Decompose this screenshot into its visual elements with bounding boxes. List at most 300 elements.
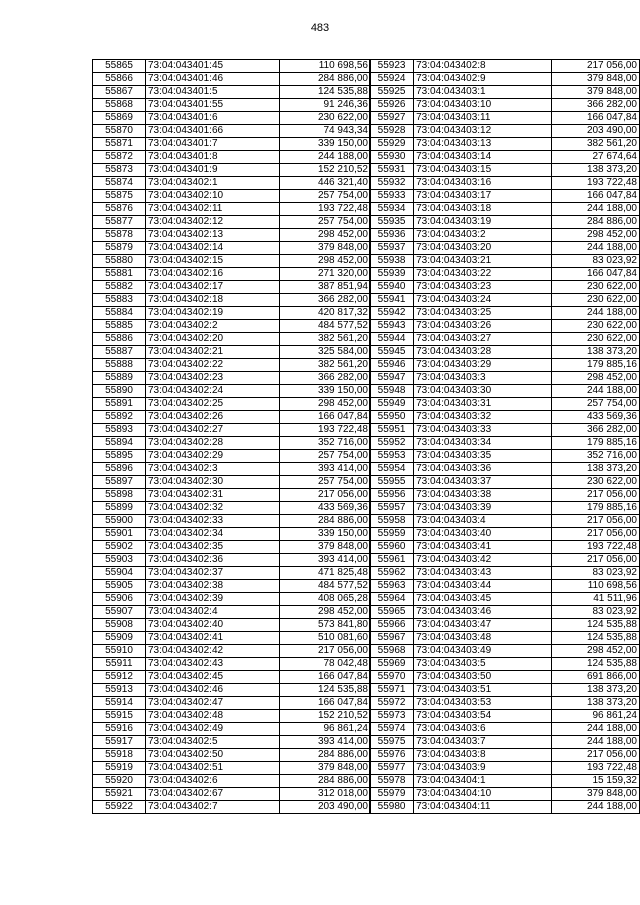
table-row <box>93 359 371 372</box>
cadastral-number-cell: 73:04:043403:18 <box>414 203 551 216</box>
value-cell: 230 622,00 <box>551 333 639 346</box>
cadastral-number-cell: 73:04:043401:45 <box>146 60 280 73</box>
row-number-cell: 55893 <box>93 424 146 437</box>
row-number-cell: 55979 <box>370 788 414 801</box>
cadastral-number-cell: 73:04:043402:3 <box>146 463 280 476</box>
value-cell: 152 210,52 <box>280 164 371 177</box>
row-number-cell: 55868 <box>93 99 146 112</box>
row-number-cell: 55915 <box>93 710 146 723</box>
table-row <box>370 528 640 541</box>
table-row <box>370 489 640 502</box>
row-number-cell: 55914 <box>93 697 146 710</box>
cadastral-number-cell: 73:04:043403:24 <box>414 294 551 307</box>
value-cell: 257 754,00 <box>280 450 371 463</box>
row-number-cell: 55869 <box>93 112 146 125</box>
table-row <box>370 515 640 528</box>
cadastral-number-cell: 73:04:043403:43 <box>414 567 551 580</box>
value-cell: 217 056,00 <box>551 60 639 73</box>
cadastral-number-cell: 73:04:043403:10 <box>414 99 551 112</box>
value-cell: 83 023,92 <box>551 567 639 580</box>
row-number-cell: 55973 <box>370 710 414 723</box>
table-row <box>93 86 371 99</box>
value-cell: 83 023,92 <box>551 255 639 268</box>
value-cell: 298 452,00 <box>280 398 371 411</box>
cadastral-number-cell: 73:04:043403:3 <box>414 372 551 385</box>
row-number-cell: 55896 <box>93 463 146 476</box>
value-cell: 244 188,00 <box>551 385 639 398</box>
cadastral-number-cell: 73:04:043401:8 <box>146 151 280 164</box>
row-number-cell: 55920 <box>93 775 146 788</box>
table-row <box>370 164 640 177</box>
table-row <box>370 138 640 151</box>
cadastral-number-cell: 73:04:043403:41 <box>414 541 551 554</box>
cadastral-number-cell: 73:04:043403:4 <box>414 515 551 528</box>
value-cell: 166 047,84 <box>280 411 371 424</box>
cadastral-number-cell: 73:04:043403:35 <box>414 450 551 463</box>
row-number-cell: 55894 <box>93 437 146 450</box>
table-row <box>370 281 640 294</box>
table-row <box>93 489 371 502</box>
value-cell: 382 561,20 <box>551 138 639 151</box>
table-row <box>93 450 371 463</box>
value-cell: 15 159,32 <box>551 775 639 788</box>
value-cell: 41 511,96 <box>551 593 639 606</box>
row-number-cell: 55883 <box>93 294 146 307</box>
table-row <box>370 437 640 450</box>
value-cell: 193 722,48 <box>280 424 371 437</box>
row-number-cell: 55912 <box>93 671 146 684</box>
cadastral-number-cell: 73:04:043402:20 <box>146 333 280 346</box>
value-cell: 393 414,00 <box>280 554 371 567</box>
value-cell: 257 754,00 <box>280 476 371 489</box>
cadastral-number-cell: 73:04:043402:40 <box>146 619 280 632</box>
cadastral-number-cell: 73:04:043402:48 <box>146 710 280 723</box>
table-row <box>370 788 640 801</box>
value-cell: 124 535,88 <box>280 86 371 99</box>
value-cell: 124 535,88 <box>551 619 639 632</box>
row-number-cell: 55954 <box>370 463 414 476</box>
table-row <box>93 788 371 801</box>
row-number-cell: 55962 <box>370 567 414 580</box>
row-number-cell: 55942 <box>370 307 414 320</box>
table-row <box>93 632 371 645</box>
cadastral-number-cell: 73:04:043403:53 <box>414 697 551 710</box>
table-row <box>370 255 640 268</box>
value-cell: 284 886,00 <box>280 515 371 528</box>
row-number-cell: 55918 <box>93 749 146 762</box>
row-number-cell: 55944 <box>370 333 414 346</box>
table-row <box>370 593 640 606</box>
cadastral-number-cell: 73:04:043403:19 <box>414 216 551 229</box>
row-number-cell: 55969 <box>370 658 414 671</box>
table-row <box>93 294 371 307</box>
table-row <box>370 619 640 632</box>
row-number-cell: 55916 <box>93 723 146 736</box>
row-number-cell: 55932 <box>370 177 414 190</box>
row-number-cell: 55921 <box>93 788 146 801</box>
value-cell: 379 848,00 <box>551 788 639 801</box>
table-row <box>370 190 640 203</box>
row-number-cell: 55978 <box>370 775 414 788</box>
cadastral-number-cell: 73:04:043402:17 <box>146 281 280 294</box>
cadastral-number-cell: 73:04:043403:33 <box>414 424 551 437</box>
cadastral-number-cell: 73:04:043402:46 <box>146 684 280 697</box>
value-cell: 420 817,32 <box>280 307 371 320</box>
table-row <box>370 203 640 216</box>
cadastral-number-cell: 73:04:043402:22 <box>146 359 280 372</box>
table-row <box>370 684 640 697</box>
cadastral-number-cell: 73:04:043403:21 <box>414 255 551 268</box>
table-row <box>93 281 371 294</box>
cadastral-number-cell: 73:04:043401:7 <box>146 138 280 151</box>
row-number-cell: 55913 <box>93 684 146 697</box>
cadastral-number-cell: 73:04:043401:5 <box>146 86 280 99</box>
cadastral-number-cell: 73:04:043402:14 <box>146 242 280 255</box>
table-row <box>93 710 371 723</box>
table-row <box>370 476 640 489</box>
table-row <box>93 177 371 190</box>
cadastral-number-cell: 73:04:043401:46 <box>146 73 280 86</box>
row-number-cell: 55919 <box>93 762 146 775</box>
row-number-cell: 55917 <box>93 736 146 749</box>
value-cell: 138 373,20 <box>551 164 639 177</box>
table-row <box>370 567 640 580</box>
row-number-cell: 55966 <box>370 619 414 632</box>
row-number-cell: 55911 <box>93 658 146 671</box>
value-cell: 352 716,00 <box>551 450 639 463</box>
value-cell: 244 188,00 <box>551 242 639 255</box>
cadastral-number-cell: 73:04:043402:37 <box>146 567 280 580</box>
value-cell: 284 886,00 <box>280 775 371 788</box>
row-number-cell: 55923 <box>370 60 414 73</box>
value-cell: 257 754,00 <box>551 398 639 411</box>
cadastral-number-cell: 73:04:043402:36 <box>146 554 280 567</box>
row-number-cell: 55909 <box>93 632 146 645</box>
row-number-cell: 55959 <box>370 528 414 541</box>
cadastral-number-cell: 73:04:043403:15 <box>414 164 551 177</box>
cadastral-number-cell: 73:04:043403:27 <box>414 333 551 346</box>
row-number-cell: 55881 <box>93 268 146 281</box>
row-number-cell: 55941 <box>370 294 414 307</box>
table-row <box>370 229 640 242</box>
cadastral-number-cell: 73:04:043402:10 <box>146 190 280 203</box>
table-row <box>370 346 640 359</box>
value-cell: 78 042,48 <box>280 658 371 671</box>
table-row <box>93 99 371 112</box>
cadastral-number-cell: 73:04:043402:19 <box>146 307 280 320</box>
table-row <box>93 736 371 749</box>
value-cell: 284 886,00 <box>280 749 371 762</box>
table-row <box>370 242 640 255</box>
cadastral-number-cell: 73:04:043403:8 <box>414 749 551 762</box>
table-row <box>93 372 371 385</box>
table-row <box>93 112 371 125</box>
cadastral-number-cell: 73:04:043403:42 <box>414 554 551 567</box>
row-number-cell: 55929 <box>370 138 414 151</box>
row-number-cell: 55953 <box>370 450 414 463</box>
table-row <box>370 268 640 281</box>
cadastral-number-cell: 73:04:043402:47 <box>146 697 280 710</box>
table-row <box>370 541 640 554</box>
row-number-cell: 55904 <box>93 567 146 580</box>
row-number-cell: 55957 <box>370 502 414 515</box>
cadastral-number-cell: 73:04:043402:30 <box>146 476 280 489</box>
table-row <box>370 307 640 320</box>
table-row <box>370 359 640 372</box>
cadastral-number-cell: 73:04:043402:32 <box>146 502 280 515</box>
cadastral-number-cell: 73:04:043404:1 <box>414 775 551 788</box>
row-number-cell: 55937 <box>370 242 414 255</box>
table-row <box>93 502 371 515</box>
row-number-cell: 55875 <box>93 190 146 203</box>
value-cell: 284 886,00 <box>551 216 639 229</box>
table-row <box>370 671 640 684</box>
row-number-cell: 55902 <box>93 541 146 554</box>
value-cell: 138 373,20 <box>551 697 639 710</box>
table-row <box>93 801 371 814</box>
cadastral-number-cell: 73:04:043403:5 <box>414 658 551 671</box>
cadastral-number-cell: 73:04:043402:23 <box>146 372 280 385</box>
row-number-cell: 55895 <box>93 450 146 463</box>
row-number-cell: 55926 <box>370 99 414 112</box>
value-cell: 366 282,00 <box>551 99 639 112</box>
cadastral-number-cell: 73:04:043402:45 <box>146 671 280 684</box>
table-row <box>93 463 371 476</box>
table-row <box>370 411 640 424</box>
value-cell: 298 452,00 <box>551 372 639 385</box>
value-cell: 27 674,64 <box>551 151 639 164</box>
table-row <box>93 242 371 255</box>
table-row <box>93 125 371 138</box>
value-cell: 166 047,84 <box>551 190 639 203</box>
value-cell: 179 885,16 <box>551 437 639 450</box>
value-cell: 244 188,00 <box>551 203 639 216</box>
value-cell: 339 150,00 <box>280 528 371 541</box>
row-number-cell: 55975 <box>370 736 414 749</box>
row-number-cell: 55901 <box>93 528 146 541</box>
value-cell: 83 023,92 <box>551 606 639 619</box>
cadastral-number-cell: 73:04:043403:50 <box>414 671 551 684</box>
table-row <box>370 502 640 515</box>
table-row <box>93 190 371 203</box>
value-cell: 193 722,48 <box>551 177 639 190</box>
cadastral-number-cell: 73:04:043404:11 <box>414 801 551 814</box>
value-cell: 244 188,00 <box>551 307 639 320</box>
table-row <box>370 424 640 437</box>
cadastral-number-cell: 73:04:043402:4 <box>146 606 280 619</box>
cadastral-number-cell: 73:04:043402:39 <box>146 593 280 606</box>
row-number-cell: 55947 <box>370 372 414 385</box>
table-row <box>370 385 640 398</box>
table-row <box>93 60 371 73</box>
table-row <box>93 762 371 775</box>
cadastral-number-cell: 73:04:043402:7 <box>146 801 280 814</box>
row-number-cell: 55963 <box>370 580 414 593</box>
cadastral-number-cell: 73:04:043403:25 <box>414 307 551 320</box>
cadastral-number-cell: 73:04:043402:8 <box>414 60 551 73</box>
value-cell: 382 561,20 <box>280 333 371 346</box>
table-row <box>370 112 640 125</box>
cadastral-number-cell: 73:04:043403:37 <box>414 476 551 489</box>
row-number-cell: 55976 <box>370 749 414 762</box>
value-cell: 298 452,00 <box>280 255 371 268</box>
table-row <box>370 632 640 645</box>
table-row <box>370 801 640 814</box>
cadastral-number-cell: 73:04:043401:66 <box>146 125 280 138</box>
value-cell: 573 841,80 <box>280 619 371 632</box>
value-cell: 244 188,00 <box>551 723 639 736</box>
table-row <box>370 333 640 346</box>
value-cell: 284 886,00 <box>280 73 371 86</box>
value-cell: 691 866,00 <box>551 671 639 684</box>
row-number-cell: 55898 <box>93 489 146 502</box>
value-cell: 379 848,00 <box>551 86 639 99</box>
row-number-cell: 55873 <box>93 164 146 177</box>
cadastral-number-cell: 73:04:043403:38 <box>414 489 551 502</box>
cadastral-number-cell: 73:04:043403:1 <box>414 86 551 99</box>
table-row <box>370 125 640 138</box>
cadastral-number-cell: 73:04:043403:47 <box>414 619 551 632</box>
value-cell: 203 490,00 <box>551 125 639 138</box>
value-cell: 166 047,84 <box>280 697 371 710</box>
row-number-cell: 55871 <box>93 138 146 151</box>
cadastral-number-cell: 73:04:043402:50 <box>146 749 280 762</box>
page-number: 483 <box>310 22 330 34</box>
value-cell: 193 722,48 <box>551 541 639 554</box>
table-row <box>370 762 640 775</box>
row-number-cell: 55908 <box>93 619 146 632</box>
value-cell: 366 282,00 <box>280 294 371 307</box>
row-number-cell: 55892 <box>93 411 146 424</box>
cadastral-number-cell: 73:04:043402:41 <box>146 632 280 645</box>
cadastral-number-cell: 73:04:043403:14 <box>414 151 551 164</box>
value-cell: 379 848,00 <box>280 762 371 775</box>
value-cell: 230 622,00 <box>551 281 639 294</box>
table-row <box>93 619 371 632</box>
value-cell: 244 188,00 <box>551 736 639 749</box>
value-cell: 166 047,84 <box>551 268 639 281</box>
cadastral-number-cell: 73:04:043402:42 <box>146 645 280 658</box>
row-number-cell: 55933 <box>370 190 414 203</box>
value-cell: 138 373,20 <box>551 463 639 476</box>
row-number-cell: 55955 <box>370 476 414 489</box>
cadastral-number-cell: 73:04:043403:48 <box>414 632 551 645</box>
value-cell: 408 065,28 <box>280 593 371 606</box>
value-cell: 91 246,36 <box>280 99 371 112</box>
cadastral-number-cell: 73:04:043403:30 <box>414 385 551 398</box>
table-row <box>93 580 371 593</box>
table-row <box>370 463 640 476</box>
value-cell: 433 569,36 <box>280 502 371 515</box>
row-number-cell: 55972 <box>370 697 414 710</box>
value-cell: 446 321,40 <box>280 177 371 190</box>
table-row <box>93 567 371 580</box>
cadastral-number-cell: 73:04:043402:25 <box>146 398 280 411</box>
cadastral-number-cell: 73:04:043403:22 <box>414 268 551 281</box>
row-number-cell: 55968 <box>370 645 414 658</box>
table-row <box>370 73 640 86</box>
value-cell: 179 885,16 <box>551 359 639 372</box>
row-number-cell: 55867 <box>93 86 146 99</box>
row-number-cell: 55950 <box>370 411 414 424</box>
table-row <box>93 541 371 554</box>
table-row <box>93 671 371 684</box>
row-number-cell: 55907 <box>93 606 146 619</box>
table-row <box>370 450 640 463</box>
table-row <box>370 645 640 658</box>
table-row <box>370 723 640 736</box>
table-row <box>93 203 371 216</box>
value-cell: 124 535,88 <box>551 632 639 645</box>
value-cell: 484 577,52 <box>280 580 371 593</box>
cadastral-number-cell: 73:04:043402:21 <box>146 346 280 359</box>
row-number-cell: 55899 <box>93 502 146 515</box>
right-data-table <box>369 59 640 814</box>
row-number-cell: 55877 <box>93 216 146 229</box>
row-number-cell: 55939 <box>370 268 414 281</box>
cadastral-number-cell: 73:04:043402:43 <box>146 658 280 671</box>
value-cell: 124 535,88 <box>280 684 371 697</box>
row-number-cell: 55938 <box>370 255 414 268</box>
value-cell: 298 452,00 <box>551 229 639 242</box>
row-number-cell: 55925 <box>370 86 414 99</box>
value-cell: 110 698,56 <box>551 580 639 593</box>
row-number-cell: 55870 <box>93 125 146 138</box>
cadastral-number-cell: 73:04:043403:49 <box>414 645 551 658</box>
cadastral-number-cell: 73:04:043403:36 <box>414 463 551 476</box>
value-cell: 379 848,00 <box>280 541 371 554</box>
cadastral-number-cell: 73:04:043402:35 <box>146 541 280 554</box>
table-row <box>93 476 371 489</box>
table-row <box>93 684 371 697</box>
cadastral-number-cell: 73:04:043402:27 <box>146 424 280 437</box>
value-cell: 217 056,00 <box>280 645 371 658</box>
row-number-cell: 55906 <box>93 593 146 606</box>
value-cell: 471 825,48 <box>280 567 371 580</box>
value-cell: 393 414,00 <box>280 463 371 476</box>
row-number-cell: 55874 <box>93 177 146 190</box>
value-cell: 217 056,00 <box>551 554 639 567</box>
value-cell: 379 848,00 <box>280 242 371 255</box>
cadastral-number-cell: 73:04:043403:32 <box>414 411 551 424</box>
cadastral-number-cell: 73:04:043403:31 <box>414 398 551 411</box>
cadastral-number-cell: 73:04:043402:24 <box>146 385 280 398</box>
row-number-cell: 55964 <box>370 593 414 606</box>
value-cell: 339 150,00 <box>280 138 371 151</box>
table-row <box>93 164 371 177</box>
row-number-cell: 55903 <box>93 554 146 567</box>
row-number-cell: 55936 <box>370 229 414 242</box>
row-number-cell: 55948 <box>370 385 414 398</box>
table-row <box>93 515 371 528</box>
row-number-cell: 55930 <box>370 151 414 164</box>
table-row <box>93 606 371 619</box>
row-number-cell: 55951 <box>370 424 414 437</box>
value-cell: 393 414,00 <box>280 736 371 749</box>
value-cell: 433 569,36 <box>551 411 639 424</box>
value-cell: 217 056,00 <box>551 528 639 541</box>
table-row <box>370 294 640 307</box>
row-number-cell: 55958 <box>370 515 414 528</box>
row-number-cell: 55882 <box>93 281 146 294</box>
table-row <box>93 320 371 333</box>
row-number-cell: 55884 <box>93 307 146 320</box>
value-cell: 257 754,00 <box>280 190 371 203</box>
cadastral-number-cell: 73:04:043402:33 <box>146 515 280 528</box>
value-cell: 510 081,60 <box>280 632 371 645</box>
value-cell: 152 210,52 <box>280 710 371 723</box>
value-cell: 96 861,24 <box>280 723 371 736</box>
